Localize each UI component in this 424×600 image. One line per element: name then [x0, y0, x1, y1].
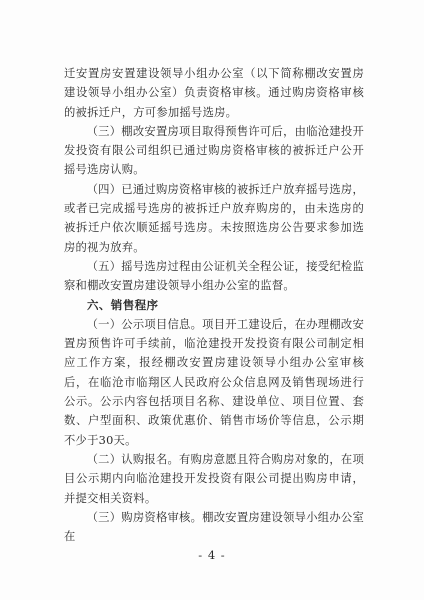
sales-step-1: （一）公示项目信息。项目开工建设后，在办理棚改安置房预售许可手续前，临沧建投开发投资有限公司制定相应工作方案，报经棚改安置房建设领导小组办公室审核后，在临沧市临翔区人民政府公众信息网及销售现场进行公示。公示内容包括项目名称、建设单位、项目位置、套数、户型面积、政策优惠价、销售市场价等信息，公示期不少于30天。: [64, 317, 364, 447]
sales-step-2: （二）认购报名。有购房意愿且符合购房对象的，在项目公示期内向临沧建投开发投资有限公司提出购房申请，并提交相关资料。: [64, 452, 364, 505]
section-heading: 六、销售程序: [87, 297, 159, 312]
paragraph-continuation: 迁安置房安置建设领导小组办公室（以下简称棚改安置房建设领导小组办公室）负责资格审核。通过购房资格审核的被拆迁户，方可参加摇号选房。: [64, 67, 364, 119]
paragraph-item-4: （四）已通过购房资格审核的被拆迁户放弃摇号选房，或者已完成摇号选房的被拆迁户放弃购房的，由未选房的被拆迁户依次顺延摇号选房。未按照选房公告要求参加选房的视为放弃。: [64, 182, 364, 254]
sales-step-3: （三）购房资格审核。棚改安置房建设领导小组办公室在: [64, 510, 364, 544]
page-number: - 4 -: [198, 548, 226, 562]
paragraph-item-5: （五）摇号选房过程由公证机关全程公证，接受纪检监察和棚改安置房建设领导小组办公室的监督。: [64, 259, 364, 293]
document-body: [64, 64, 364, 546]
paragraph-item-3: （三）棚改安置房项目取得预售许可后，由临沧建投开发投资有限公司组织已通过购房资格审核的被拆迁户公开摇号选房认购。: [64, 124, 364, 177]
